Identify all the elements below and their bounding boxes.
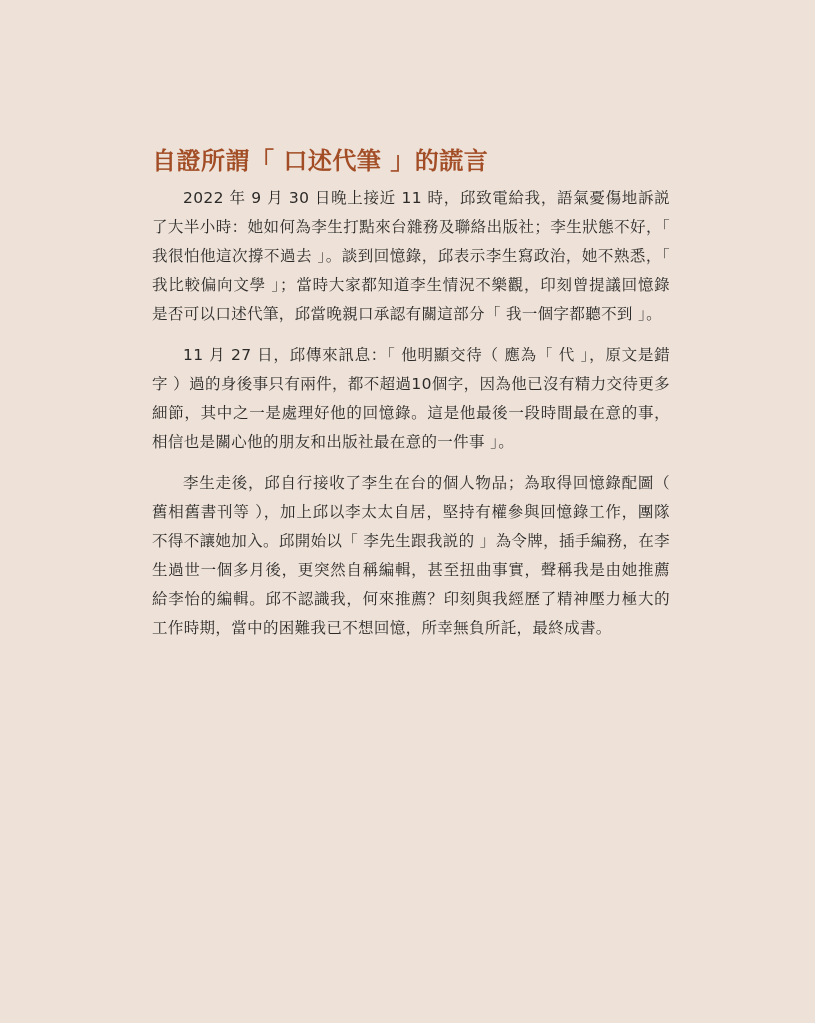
article-title: 自證所謂「 口述代筆 」的謊言: [152, 147, 489, 175]
article-paragraph: 11 月 27 日，邱傳來訊息：「 他明顯交待（ 應為「 代 」，原文是錯字 ）過的身後事只有兩件，都不超過10個字，因為他已沒有精力交待更多細節，其中之一是處理好他的回憶錄。這是他最後一段時間最在意的事，相信也是關心他的朋友和出版社最在意的一件事 」。: [152, 346, 670, 451]
article-paragraph: 李生走後，邱自行接收了李生在台的個人物品；為取得回憶錄配圖（ 舊相舊書刊等 ），加上邱以李太太自居，堅持有權參與回憶錄工作，團隊不得不讓她加入。邱開始以「 李先生跟我説的 」為令牌，插手編務，在李生過世一個多月後，更突然自稱編輯，甚至扭曲事實，聲稱我是由她推薦給李怡的編輯。邱不認識我，何來推薦？印刻與我經歷了精神壓力極大的工作時期，當中的困難我已不想回憶，所幸無負所託，最終成書。: [152, 474, 670, 637]
article: [152, 144, 670, 655]
article-paragraph: 2022 年 9 月 30 日晚上接近 11 時，邱致電給我，語氣憂傷地訴説了大半小時：她如何為李生打點來台雜務及聯絡出版社；李生狀態不好，「 我很怕他這次撐不過去 」。談到回憶錄，邱表示李生寫政治，她不熟悉，「 我比較偏向文學 」；當時大家都知道李生情況不樂觀，印刻曾提議回憶錄是否可以口述代筆，邱當晚親口承認有關這部分「 我一個字都聽不到 」。: [152, 189, 670, 323]
